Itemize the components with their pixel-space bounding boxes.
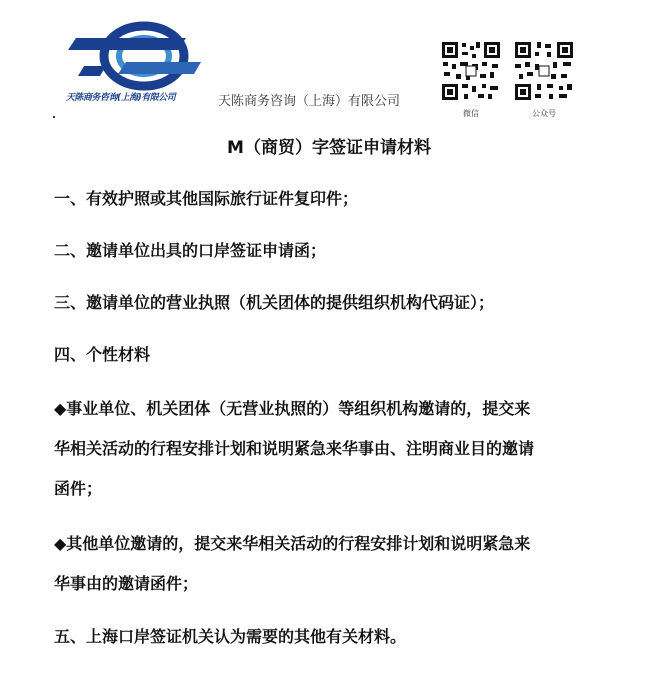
letterhead (0, 0, 658, 122)
list-item: 四、个性材料 (54, 345, 151, 364)
wechat-qr-code (440, 40, 502, 102)
list-item: 三、邀请单位的营业执照（机关团体的提供组织机构代码证）； (54, 293, 495, 312)
official-account-qr-code (513, 40, 575, 102)
decorative-dot (53, 116, 55, 118)
bullet-line: 华相关活动的行程安排计划和说明紧急来华事由、注明商业目的邀请 (54, 439, 535, 458)
official-qr-label: 公众号 (532, 109, 556, 118)
document-title: M（商贸）字签证申请材料 (227, 138, 431, 158)
bullet-line: 函件； (54, 479, 103, 498)
company-name: 天陈商务咨询（上海）有限公司 (218, 94, 401, 109)
logo-caption: 天陈商务咨询(上海)有限公司 (66, 93, 176, 103)
wechat-qr-label: 微信 (463, 109, 479, 118)
bullet-line: 华事由的邀请函件； (54, 574, 199, 593)
bullet-line: ◆其他单位邀请的，提交来华相关活动的行程安排计划和说明紧急来 (54, 534, 531, 553)
list-item: 一、有效护照或其他国际旅行证件复印件； (54, 189, 359, 208)
list-item: 五、上海口岸签证机关认为需要的其他有关材料。 (54, 627, 407, 646)
bullet-line: ◆事业单位、机关团体（无营业执照的）等组织机构邀请的，提交来 (54, 399, 531, 418)
list-item: 二、邀请单位出具的口岸签证申请函； (54, 241, 327, 260)
